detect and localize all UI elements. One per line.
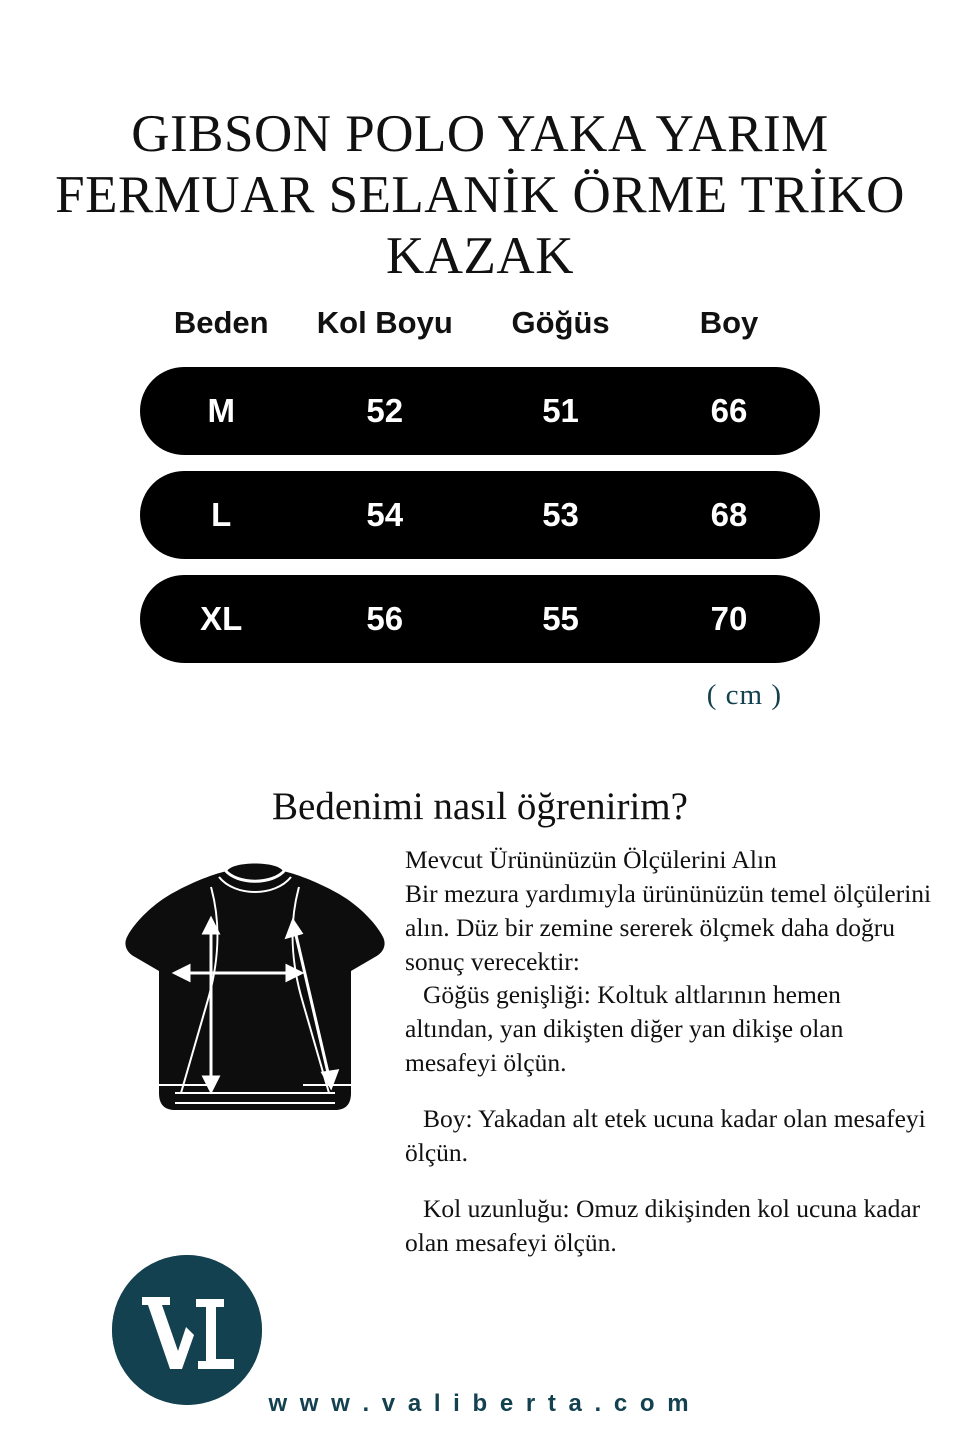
size-table: [0, 305, 960, 712]
cell-beden: XL: [200, 599, 243, 637]
cell-gogus: 53: [542, 495, 579, 533]
howto-paragraph-5-text: Kol uzunluğu: Omuz dikişinden kol ucuna kadar olan mesafeyi ölçün.: [405, 1193, 921, 1257]
howto-heading: Bedenimi nasıl öğrenirim?: [272, 784, 688, 828]
unit-label: ( cm ): [706, 678, 782, 711]
brand-logo: [112, 1255, 262, 1405]
cell-beden: M: [207, 391, 235, 429]
cell-boy: 66: [710, 391, 748, 429]
howto-paragraph-1: Mevcut Ürününüzün Ölçülerini Alın: [405, 844, 777, 874]
column-header-gogus: Göğüs: [511, 304, 610, 340]
howto-paragraph-2: Bir mezura yardımıyla ürününüzün temel ölçülerini alın. Düz bir zemine sererek ölçmek daha doğru sonuç verecektir:: [405, 878, 932, 976]
cell-gogus: 51: [542, 391, 579, 429]
column-header-boy: Boy: [699, 304, 759, 340]
cell-boy: 68: [710, 495, 748, 533]
table-row: [140, 575, 820, 663]
howto-paragraph-3-text: Göğüs genişliği: Koltuk altlarının hemen altından, yan dikişten diğer yan dikişe olan mesafeyi ölçün.: [405, 980, 844, 1078]
cell-kol-boyu: 56: [366, 599, 404, 637]
howto-paragraph-4-text: Boy: Yakadan alt etek ucuna kadar olan mesafeyi ölçün.: [405, 1104, 926, 1168]
sweater-illustration: [115, 853, 395, 1153]
cell-boy: 70: [710, 599, 748, 637]
howto-paragraph-3: [405, 978, 935, 1080]
website-footer: w w w . v a l i b e r t a . c o m: [268, 1390, 692, 1417]
table-row: [140, 471, 820, 559]
size-table-header: [140, 305, 820, 341]
page-title: GIBSON POLO YAKA YARIM FERMUAR SELANİK ÖRME TRİKO KAZAK: [55, 105, 905, 285]
cell-gogus: 55: [542, 599, 579, 637]
howto-paragraph-4: [405, 1102, 935, 1170]
cell-kol-boyu: 54: [366, 495, 404, 533]
cell-kol-boyu: 52: [366, 391, 404, 429]
howto-paragraph-5: [405, 1192, 935, 1260]
column-header-kol-boyu: Kol Boyu: [316, 304, 453, 340]
howto-text-block: [405, 843, 935, 1260]
column-header-beden: Beden: [173, 304, 269, 340]
cell-beden: L: [211, 495, 232, 533]
table-row: [140, 367, 820, 455]
